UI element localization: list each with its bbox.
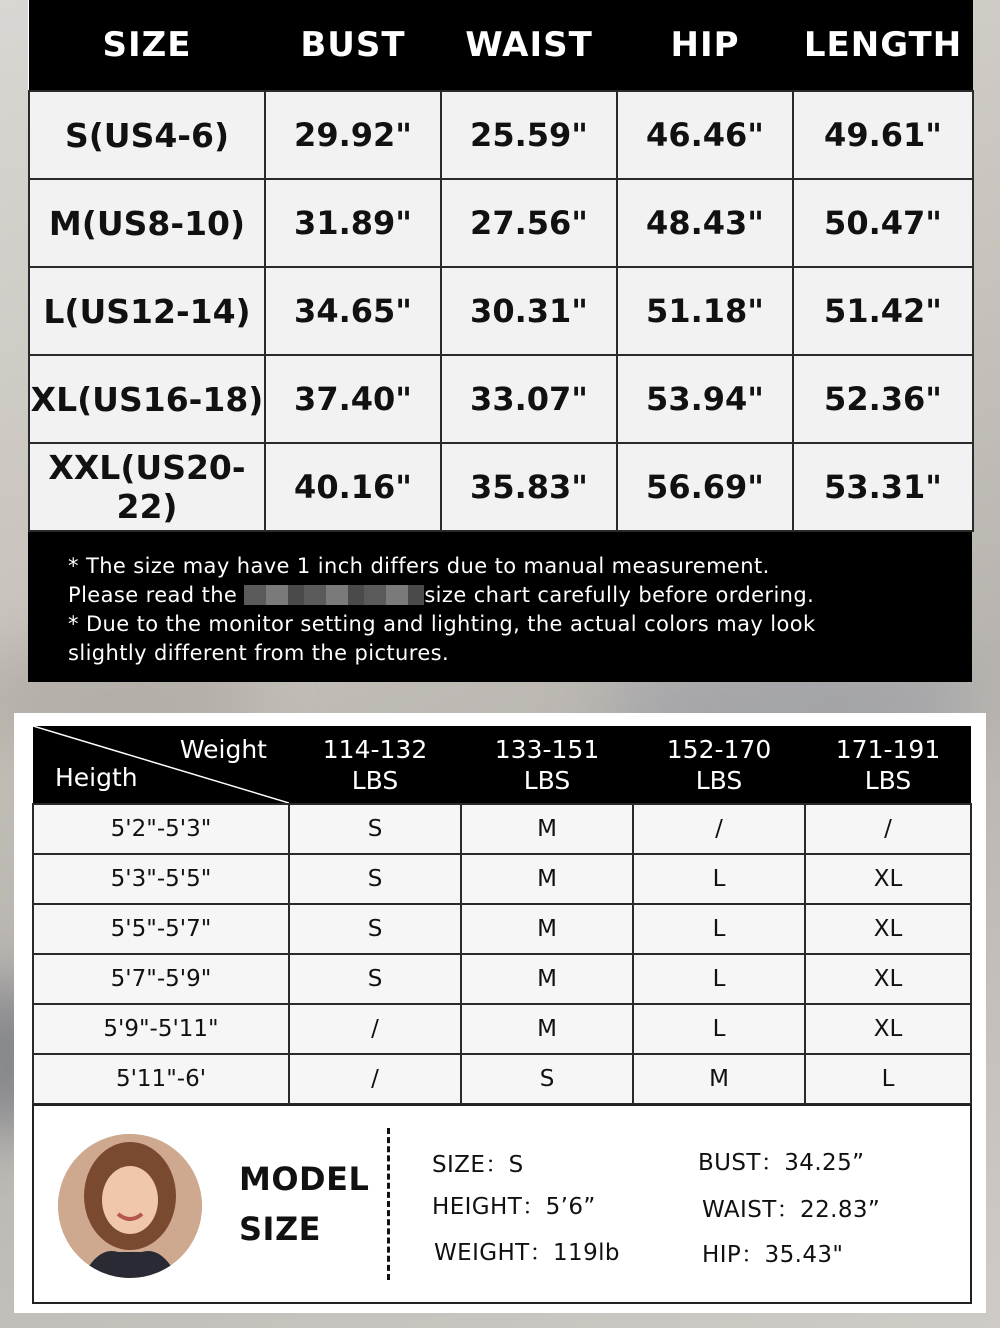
- table-row: [29, 355, 973, 443]
- bust-cell: 40.16": [265, 443, 441, 531]
- model-hip-value: HIP：35.43": [702, 1242, 844, 1268]
- model-size-panel: [32, 1104, 972, 1304]
- size-table: [28, 0, 974, 532]
- fit-cell: M: [461, 954, 633, 1004]
- model-height-value: HEIGHT：5’6”: [432, 1194, 596, 1220]
- fit-cell: L: [633, 904, 805, 954]
- model-photo-icon: [58, 1134, 202, 1278]
- fit-cell: L: [805, 1054, 971, 1104]
- model-avatar: [58, 1134, 202, 1278]
- weight-column: [633, 726, 805, 804]
- header-size: SIZE: [29, 0, 265, 91]
- waist-cell: 27.56": [441, 179, 617, 267]
- model-waist-value: WAIST：22.83”: [702, 1197, 881, 1223]
- size-table-header: [29, 0, 973, 91]
- size-notes: [28, 532, 972, 682]
- weight-label: Weight: [179, 735, 267, 764]
- note-line: slightly different from the pictures.: [68, 641, 450, 665]
- fit-cell: L: [633, 954, 805, 1004]
- table-row: [33, 1054, 971, 1104]
- note-text: Please read the: [68, 583, 238, 607]
- bust-cell: 37.40": [265, 355, 441, 443]
- fit-cell: M: [461, 1004, 633, 1054]
- waist-cell: 33.07": [441, 355, 617, 443]
- waist-cell: 25.59": [441, 91, 617, 179]
- size-chart: [28, 0, 972, 668]
- size-cell: S(US4-6): [29, 91, 265, 179]
- waist-cell: 35.83": [441, 443, 617, 531]
- header-length: LENGTH: [793, 0, 973, 91]
- fit-cell: S: [289, 854, 461, 904]
- height-cell: 5'5"-5'7": [33, 904, 289, 954]
- hip-cell: 53.94": [617, 355, 793, 443]
- height-cell: 5'3"-5'5": [33, 854, 289, 904]
- fit-cell: S: [289, 804, 461, 854]
- table-row: [33, 854, 971, 904]
- fit-cell: S: [289, 904, 461, 954]
- table-row: [33, 954, 971, 1004]
- size-cell: M(US8-10): [29, 179, 265, 267]
- fit-cell: XL: [805, 954, 971, 1004]
- size-cell: XL(US16-18): [29, 355, 265, 443]
- table-row: [33, 904, 971, 954]
- note-line: * The size may have 1 inch differs due to manual measurement.: [68, 554, 770, 578]
- length-cell: 51.42": [793, 267, 973, 355]
- height-cell: 5'11"-6': [33, 1054, 289, 1104]
- fit-cell: L: [633, 1004, 805, 1054]
- table-row: [33, 804, 971, 854]
- weight-range: 171-191: [835, 734, 941, 764]
- redacted-brand: [244, 585, 424, 605]
- bust-cell: 31.89": [265, 179, 441, 267]
- height-cell: 5'9"-5'11": [33, 1004, 289, 1054]
- fit-cell: L: [633, 854, 805, 904]
- fit-cell: S: [461, 1054, 633, 1104]
- model-weight-value: WEIGHT：119lb: [434, 1240, 620, 1266]
- fit-cell: XL: [805, 904, 971, 954]
- length-cell: 50.47": [793, 179, 973, 267]
- length-cell: 49.61": [793, 91, 973, 179]
- hip-cell: 56.69": [617, 443, 793, 531]
- hip-cell: 48.43": [617, 179, 793, 267]
- weight-range: 133-151: [494, 734, 600, 764]
- header-hip: HIP: [617, 0, 793, 91]
- weight-unit: LBS: [351, 765, 399, 795]
- fit-cell: M: [461, 904, 633, 954]
- fit-cell: XL: [805, 854, 971, 904]
- model-size-title: [239, 1154, 369, 1254]
- weight-column: [805, 726, 971, 804]
- note-line: [68, 581, 932, 610]
- bust-cell: 34.65": [265, 267, 441, 355]
- weight-column: [461, 726, 633, 804]
- fit-cell: M: [633, 1054, 805, 1104]
- weight-unit: LBS: [523, 765, 571, 795]
- fit-guide: [14, 713, 986, 1313]
- model-title-line: MODEL: [239, 1160, 370, 1198]
- fit-cell: /: [633, 804, 805, 854]
- length-cell: 52.36": [793, 355, 973, 443]
- header-bust: BUST: [265, 0, 441, 91]
- fit-table-header: [33, 726, 971, 804]
- weight-range: 152-170: [666, 734, 772, 764]
- fit-cell: S: [289, 954, 461, 1004]
- fit-cell: XL: [805, 1004, 971, 1054]
- hip-cell: 46.46": [617, 91, 793, 179]
- dashed-divider: [387, 1128, 390, 1280]
- weight-range: 114-132: [322, 734, 428, 764]
- fit-cell: M: [461, 804, 633, 854]
- fit-cell: M: [461, 854, 633, 904]
- height-cell: 5'2"-5'3": [33, 804, 289, 854]
- model-size-value: SIZE：S: [432, 1152, 524, 1178]
- corner-header: [33, 726, 289, 804]
- note-text: size chart carefully before ordering.: [424, 583, 815, 607]
- table-row: [29, 91, 973, 179]
- fit-table: [32, 726, 972, 1105]
- bust-cell: 29.92": [265, 91, 441, 179]
- table-row: [29, 443, 973, 531]
- note-line: * Due to the monitor setting and lighting, the actual colors may look: [68, 612, 816, 636]
- model-title-line: SIZE: [239, 1210, 322, 1248]
- hip-cell: 51.18": [617, 267, 793, 355]
- fit-cell: /: [289, 1004, 461, 1054]
- table-row: [33, 1004, 971, 1054]
- size-cell: XXL(US20-22): [29, 443, 265, 531]
- fit-cell: /: [805, 804, 971, 854]
- model-bust-value: BUST：34.25”: [698, 1150, 865, 1176]
- weight-unit: LBS: [864, 765, 912, 795]
- weight-column: [289, 726, 461, 804]
- table-row: [29, 267, 973, 355]
- fit-cell: /: [289, 1054, 461, 1104]
- height-label: Heigth: [55, 763, 138, 792]
- size-cell: L(US12-14): [29, 267, 265, 355]
- waist-cell: 30.31": [441, 267, 617, 355]
- height-cell: 5'7"-5'9": [33, 954, 289, 1004]
- weight-unit: LBS: [695, 765, 743, 795]
- length-cell: 53.31": [793, 443, 973, 531]
- table-row: [29, 179, 973, 267]
- header-waist: WAIST: [441, 0, 617, 91]
